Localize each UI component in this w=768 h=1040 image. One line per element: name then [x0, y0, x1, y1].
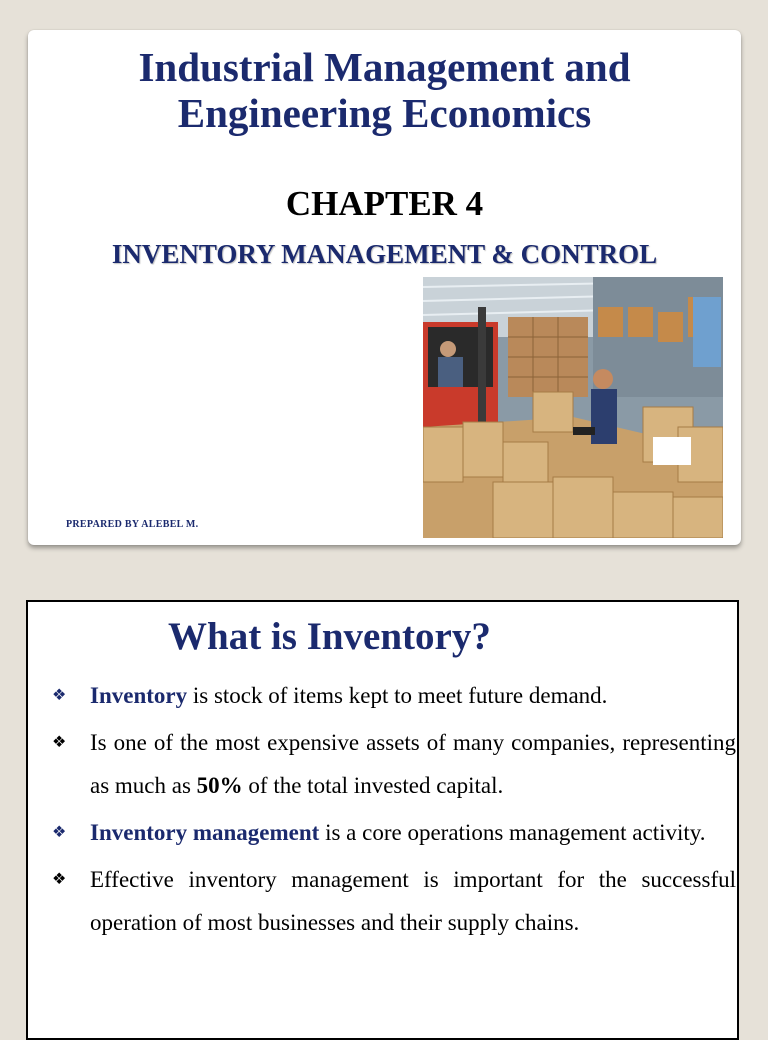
title-line-2: Engineering Economics	[177, 90, 592, 136]
bullet-term: Inventory	[90, 683, 188, 708]
diamond-bullet-icon: ❖	[52, 734, 67, 751]
title-slide	[28, 30, 741, 545]
bullet-list	[52, 674, 736, 948]
prepared-by-credit: PREPARED BY ALEBEL M.	[66, 519, 199, 530]
chapter-heading: CHAPTER 4	[285, 184, 484, 223]
bullet-text: Effective inventory management is important for the successful operation of most businesses and their supply chains.	[90, 867, 736, 935]
bullet-term: Inventory management	[90, 820, 320, 845]
definition-slide	[26, 600, 739, 1040]
bullet-item	[52, 721, 736, 807]
chapter-subtitle: INVENTORY MANAGEMENT & CONTROL	[111, 239, 658, 269]
bullet-text: is a core operations management activity.	[319, 820, 706, 845]
bullet-text: Is one of the most expensive assets of many companies, representing as much as	[90, 730, 736, 798]
title-line-1: Industrial Management and	[138, 44, 631, 90]
slide-title: What is Inventory?	[168, 615, 491, 658]
diamond-bullet-icon: ❖	[52, 687, 67, 704]
bullet-item	[52, 811, 736, 854]
bullet-text: is stock of items kept to meet future demand.	[187, 683, 608, 708]
presentation-title	[28, 44, 741, 136]
diamond-bullet-icon: ❖	[52, 824, 67, 841]
warehouse-photo	[423, 277, 723, 538]
bullet-emphasis: 50%	[196, 773, 243, 798]
bullet-text: of the total invested capital.	[242, 773, 504, 798]
diamond-bullet-icon: ❖	[52, 871, 67, 888]
warehouse-photo-illustration	[423, 277, 723, 538]
bullet-item	[52, 674, 736, 717]
bullet-item	[52, 858, 736, 944]
